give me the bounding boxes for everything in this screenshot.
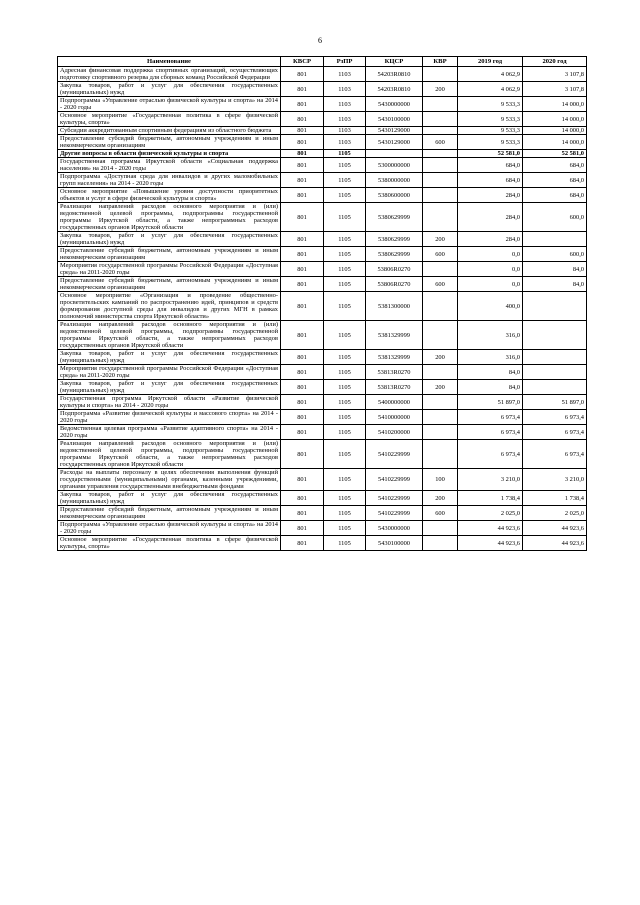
cell-2019: 3 210,0	[458, 469, 523, 491]
table-row	[58, 135, 587, 150]
cell-kvsr: 801	[281, 440, 324, 469]
cell-kvr	[423, 395, 458, 410]
table-row	[58, 247, 587, 262]
cell-kvr: 100	[423, 469, 458, 491]
cell-2019: 0,0	[458, 277, 523, 292]
cell-name: Адресная финансовая поддержка спортивных организаций, осуществляющих подготовку спортивного резерва для сборных команд Российской Федерации	[58, 67, 281, 82]
cell-kvr: 600	[423, 135, 458, 150]
cell-kcsr: 54203R0810	[366, 67, 423, 82]
cell-kcsr: 5430000000	[366, 97, 423, 112]
cell-rzpr: 1105	[324, 440, 366, 469]
cell-rzpr: 1105	[324, 203, 366, 232]
cell-rzpr: 1105	[324, 158, 366, 173]
cell-2019: 6 973,4	[458, 440, 523, 469]
header-kvsr: КВСР	[281, 57, 324, 67]
cell-name: Расходы на выплаты персоналу в целях обеспечения выполнения функций государственными (муниципальными) органами, казенными учреждениями, органами управления государственными внебюджетными фондами	[58, 469, 281, 491]
cell-2019: 44 923,6	[458, 521, 523, 536]
table-row	[58, 506, 587, 521]
table-row	[58, 158, 587, 173]
table-header-row	[58, 57, 587, 67]
cell-kvsr: 801	[281, 127, 324, 135]
cell-kvr	[423, 410, 458, 425]
cell-rzpr: 1103	[324, 112, 366, 127]
cell-kvr: 600	[423, 506, 458, 521]
cell-kvr	[423, 112, 458, 127]
cell-2019: 9 533,3	[458, 127, 523, 135]
table-row	[58, 491, 587, 506]
cell-kvr: 200	[423, 82, 458, 97]
cell-name: Реализация направлений расходов основного мероприятия и (или) ведомственной целевой программы, подпрограммы государственной программы Иркутской области, а также непрограммных расходов государственных органов Иркутской области	[58, 203, 281, 232]
cell-2019: 9 533,3	[458, 135, 523, 150]
cell-name: Основное мероприятие «Повышение уровня доступности приоритетных объектов и услуг в сфере физической культуры и спорта»	[58, 188, 281, 203]
cell-kvr	[423, 536, 458, 551]
cell-2020: 52 581,0	[523, 150, 587, 158]
cell-kvr	[423, 188, 458, 203]
cell-kvsr: 801	[281, 188, 324, 203]
cell-kvsr: 801	[281, 425, 324, 440]
cell-rzpr: 1103	[324, 82, 366, 97]
cell-2020: 3 107,8	[523, 82, 587, 97]
cell-name: Предоставление субсидий бюджетным, автономным учреждениям и иным некоммерческим организациям	[58, 506, 281, 521]
cell-2019: 284,0	[458, 188, 523, 203]
cell-rzpr: 1105	[324, 395, 366, 410]
cell-2019: 84,0	[458, 380, 523, 395]
cell-kcsr: 5381300000	[366, 292, 423, 321]
cell-kcsr: 5380629999	[366, 232, 423, 247]
cell-2020: 600,0	[523, 247, 587, 262]
cell-rzpr: 1105	[324, 506, 366, 521]
cell-kcsr: 5380629999	[366, 247, 423, 262]
cell-kcsr: 5381329999	[366, 350, 423, 365]
table-row	[58, 521, 587, 536]
cell-2020: 600,0	[523, 203, 587, 232]
cell-name: Основное мероприятие «Государственная политика в сфере физической культуры, спорта»	[58, 536, 281, 551]
cell-name: Предоставление субсидий бюджетным, автономным учреждениям и иным некоммерческим организациям	[58, 277, 281, 292]
cell-2019: 684,0	[458, 173, 523, 188]
cell-2020: 2 025,0	[523, 506, 587, 521]
cell-2019: 51 897,0	[458, 395, 523, 410]
cell-rzpr: 1105	[324, 232, 366, 247]
table-row	[58, 173, 587, 188]
cell-2019: 2 025,0	[458, 506, 523, 521]
cell-kvsr: 801	[281, 112, 324, 127]
cell-rzpr: 1105	[324, 521, 366, 536]
budget-table	[57, 56, 587, 551]
cell-2019: 4 062,9	[458, 67, 523, 82]
cell-kcsr: 5380000000	[366, 173, 423, 188]
cell-kcsr: 5410000000	[366, 410, 423, 425]
cell-kvsr: 801	[281, 277, 324, 292]
cell-2019: 6 973,4	[458, 425, 523, 440]
cell-2020: 1 738,4	[523, 491, 587, 506]
cell-kvr: 200	[423, 491, 458, 506]
cell-kvsr: 801	[281, 380, 324, 395]
cell-rzpr: 1105	[324, 350, 366, 365]
cell-name: Закупка товаров, работ и услуг для обеспечения государственных (муниципальных) нужд	[58, 380, 281, 395]
cell-rzpr: 1105	[324, 491, 366, 506]
cell-rzpr: 1105	[324, 536, 366, 551]
cell-2019: 400,0	[458, 292, 523, 321]
cell-2020: 14 000,0	[523, 97, 587, 112]
cell-2020	[523, 321, 587, 350]
cell-name: Подпрограмма «Управление отраслью физической культуры и спорта» на 2014 - 2020 годы	[58, 521, 281, 536]
cell-kcsr: 5430000000	[366, 521, 423, 536]
cell-name: Государственная программа Иркутской области «Развитие физической культуры и спорта» на 2014 - 2020 годы	[58, 395, 281, 410]
cell-2019: 0,0	[458, 247, 523, 262]
cell-kvr	[423, 127, 458, 135]
cell-name: Субсидии аккредитованным спортивным федерациям из областного бюджета	[58, 127, 281, 135]
table-row	[58, 440, 587, 469]
cell-2020: 684,0	[523, 188, 587, 203]
table-row	[58, 203, 587, 232]
cell-rzpr: 1105	[324, 262, 366, 277]
cell-name: Основное мероприятие «Организация и проведение общественно-просветительских кампаний по распространению идей, принципов и средств формирования доступной среды для инвалидов и других МГН в рамках полномочий министерства спорта Иркутской области»	[58, 292, 281, 321]
cell-rzpr: 1103	[324, 135, 366, 150]
cell-kvr	[423, 262, 458, 277]
cell-rzpr: 1105	[324, 247, 366, 262]
header-2020: 2020 год	[523, 57, 587, 67]
cell-kvr	[423, 521, 458, 536]
cell-kvr	[423, 425, 458, 440]
cell-2020: 684,0	[523, 173, 587, 188]
cell-2020	[523, 365, 587, 380]
table-row	[58, 82, 587, 97]
cell-kvr	[423, 365, 458, 380]
page-number: 6	[318, 36, 322, 45]
cell-kcsr: 5380600000	[366, 188, 423, 203]
cell-name: Государственная программа Иркутской области «Социальная поддержка населения» на 2014 - 2020 годы	[58, 158, 281, 173]
cell-name: Закупка товаров, работ и услуг для обеспечения государственных (муниципальных) нужд	[58, 350, 281, 365]
cell-2019: 316,0	[458, 350, 523, 365]
cell-2019: 284,0	[458, 203, 523, 232]
cell-2020: 6 973,4	[523, 425, 587, 440]
cell-kvsr: 801	[281, 247, 324, 262]
cell-2019: 316,0	[458, 321, 523, 350]
cell-kvsr: 801	[281, 203, 324, 232]
cell-2019: 6 973,4	[458, 410, 523, 425]
table-row	[58, 292, 587, 321]
cell-kvsr: 801	[281, 97, 324, 112]
cell-2020: 6 973,4	[523, 440, 587, 469]
cell-kvr	[423, 292, 458, 321]
cell-name: Подпрограмма «Доступная среда для инвалидов и других маломобильных групп населения» на 2014 - 2020 годы	[58, 173, 281, 188]
cell-kcsr: 5410200000	[366, 425, 423, 440]
cell-rzpr: 1105	[324, 469, 366, 491]
cell-kvsr: 801	[281, 536, 324, 551]
cell-kvsr: 801	[281, 232, 324, 247]
cell-kvsr: 801	[281, 395, 324, 410]
cell-2019: 1 738,4	[458, 491, 523, 506]
cell-kvsr: 801	[281, 410, 324, 425]
table-row	[58, 97, 587, 112]
cell-rzpr: 1105	[324, 188, 366, 203]
cell-2020: 14 000,0	[523, 127, 587, 135]
table-row	[58, 150, 587, 158]
cell-kvsr: 801	[281, 262, 324, 277]
cell-kcsr: 5410229999	[366, 469, 423, 491]
cell-rzpr: 1103	[324, 127, 366, 135]
table-row	[58, 469, 587, 491]
cell-rzpr: 1105	[324, 321, 366, 350]
cell-2019: 284,0	[458, 232, 523, 247]
cell-rzpr: 1105	[324, 150, 366, 158]
cell-name: Подпрограмма «Развитие физической культуры и массового спорта» на 2014 - 2020 годы	[58, 410, 281, 425]
table-row	[58, 188, 587, 203]
cell-name: Другие вопросы в области физической культуры и спорта	[58, 150, 281, 158]
cell-kcsr: 5430100000	[366, 536, 423, 551]
cell-kcsr: 53813R0270	[366, 380, 423, 395]
cell-kvsr: 801	[281, 321, 324, 350]
table-row	[58, 380, 587, 395]
cell-2019: 9 533,3	[458, 97, 523, 112]
cell-rzpr: 1105	[324, 277, 366, 292]
header-kcsr: КЦСР	[366, 57, 423, 67]
cell-kvsr: 801	[281, 82, 324, 97]
cell-kvsr: 801	[281, 158, 324, 173]
cell-kvr: 200	[423, 232, 458, 247]
table-row	[58, 395, 587, 410]
cell-kvsr: 801	[281, 292, 324, 321]
cell-rzpr: 1105	[324, 173, 366, 188]
cell-kvr	[423, 173, 458, 188]
cell-2019: 9 533,3	[458, 112, 523, 127]
cell-kvsr: 801	[281, 150, 324, 158]
cell-2020: 3 107,8	[523, 67, 587, 82]
cell-kvsr: 801	[281, 67, 324, 82]
cell-name: Ведомственная целевая программа «Развитие адаптивного спорта» на 2014 - 2020 годы	[58, 425, 281, 440]
cell-kcsr: 5381329999	[366, 321, 423, 350]
header-2019: 2019 год	[458, 57, 523, 67]
cell-rzpr: 1105	[324, 425, 366, 440]
cell-2020: 3 210,0	[523, 469, 587, 491]
cell-kvr: 600	[423, 277, 458, 292]
cell-kvsr: 801	[281, 521, 324, 536]
cell-kcsr: 5410229999	[366, 491, 423, 506]
table-row	[58, 67, 587, 82]
cell-rzpr: 1105	[324, 292, 366, 321]
cell-kvr	[423, 67, 458, 82]
cell-kvr	[423, 158, 458, 173]
cell-kvr	[423, 440, 458, 469]
cell-2020: 84,0	[523, 277, 587, 292]
cell-name: Закупка товаров, работ и услуг для обеспечения государственных (муниципальных) нужд	[58, 232, 281, 247]
cell-2020: 14 000,0	[523, 112, 587, 127]
cell-2020: 44 923,6	[523, 536, 587, 551]
header-kvr: КВР	[423, 57, 458, 67]
table-row	[58, 232, 587, 247]
cell-kvsr: 801	[281, 135, 324, 150]
cell-2020: 44 923,6	[523, 521, 587, 536]
cell-kvsr: 801	[281, 350, 324, 365]
cell-kcsr: 53806R0270	[366, 277, 423, 292]
cell-rzpr: 1105	[324, 365, 366, 380]
cell-kcsr: 53806R0270	[366, 262, 423, 277]
cell-kvsr: 801	[281, 469, 324, 491]
cell-kvr	[423, 150, 458, 158]
table-row	[58, 127, 587, 135]
cell-kcsr: 5430100000	[366, 112, 423, 127]
cell-kvsr: 801	[281, 506, 324, 521]
cell-kcsr: 5300000000	[366, 158, 423, 173]
cell-kcsr: 5410229999	[366, 440, 423, 469]
cell-kvr	[423, 321, 458, 350]
cell-kvsr: 801	[281, 491, 324, 506]
cell-kcsr: 54203R0810	[366, 82, 423, 97]
cell-kvr	[423, 97, 458, 112]
cell-2019: 52 581,0	[458, 150, 523, 158]
cell-2020	[523, 292, 587, 321]
table-row	[58, 350, 587, 365]
cell-2020	[523, 350, 587, 365]
table-row	[58, 112, 587, 127]
cell-name: Предоставление субсидий бюджетным, автономным учреждениям и иным некоммерческим организациям	[58, 247, 281, 262]
cell-kcsr	[366, 150, 423, 158]
cell-2020: 51 897,0	[523, 395, 587, 410]
cell-kcsr: 5380629999	[366, 203, 423, 232]
cell-2020: 6 973,4	[523, 410, 587, 425]
cell-rzpr: 1105	[324, 410, 366, 425]
cell-2019: 84,0	[458, 365, 523, 380]
cell-2019: 44 923,6	[458, 536, 523, 551]
cell-name: Основное мероприятие «Государственная политика в сфере физической культуры, спорта»	[58, 112, 281, 127]
table-row	[58, 536, 587, 551]
cell-name: Мероприятия государственной программы Российской Федерации «Доступная среда» на 2011-2020 годы	[58, 262, 281, 277]
table-row	[58, 321, 587, 350]
table-row	[58, 410, 587, 425]
cell-kvr: 200	[423, 380, 458, 395]
cell-kcsr: 5410229999	[366, 506, 423, 521]
cell-rzpr: 1103	[324, 67, 366, 82]
cell-kcsr: 5400000000	[366, 395, 423, 410]
cell-name: Реализация направлений расходов основного мероприятия и (или) ведомственной целевой программы, подпрограммы государственной программы Иркутской области, а также непрограммных расходов государственных органов Иркутской области	[58, 321, 281, 350]
cell-kvsr: 801	[281, 173, 324, 188]
cell-2019: 0,0	[458, 262, 523, 277]
table-row	[58, 277, 587, 292]
cell-kcsr: 53813R0270	[366, 365, 423, 380]
table-row	[58, 365, 587, 380]
cell-2020	[523, 232, 587, 247]
cell-2020: 14 000,0	[523, 135, 587, 150]
cell-2020: 84,0	[523, 262, 587, 277]
cell-name: Реализация направлений расходов основного мероприятия и (или) ведомственной целевой программы, подпрограммы государственной программы Иркутской области, а также непрограммных расходов государственных органов Иркутской области	[58, 440, 281, 469]
cell-kcsr: 5430129000	[366, 127, 423, 135]
cell-2020: 684,0	[523, 158, 587, 173]
cell-kvr	[423, 203, 458, 232]
cell-kvr: 600	[423, 247, 458, 262]
cell-name: Предоставление субсидий бюджетным, автономным учреждениям и иным некоммерческим организациям	[58, 135, 281, 150]
cell-name: Закупка товаров, работ и услуг для обеспечения государственных (муниципальных) нужд	[58, 82, 281, 97]
table-row	[58, 425, 587, 440]
cell-2019: 4 062,9	[458, 82, 523, 97]
header-rzpr: РзПР	[324, 57, 366, 67]
cell-name: Мероприятия государственной программы Российской Федерации «Доступная среда» на 2011-2020 годы	[58, 365, 281, 380]
cell-2020	[523, 380, 587, 395]
cell-2019: 684,0	[458, 158, 523, 173]
cell-kvsr: 801	[281, 365, 324, 380]
header-name: Наименование	[58, 57, 281, 67]
cell-rzpr: 1105	[324, 380, 366, 395]
cell-kcsr: 5430129000	[366, 135, 423, 150]
table-row	[58, 262, 587, 277]
cell-name: Закупка товаров, работ и услуг для обеспечения государственных (муниципальных) нужд	[58, 491, 281, 506]
cell-name: Подпрограмма «Управление отраслью физической культуры и спорта» на 2014 - 2020 годы	[58, 97, 281, 112]
cell-kvr: 200	[423, 350, 458, 365]
cell-rzpr: 1103	[324, 97, 366, 112]
